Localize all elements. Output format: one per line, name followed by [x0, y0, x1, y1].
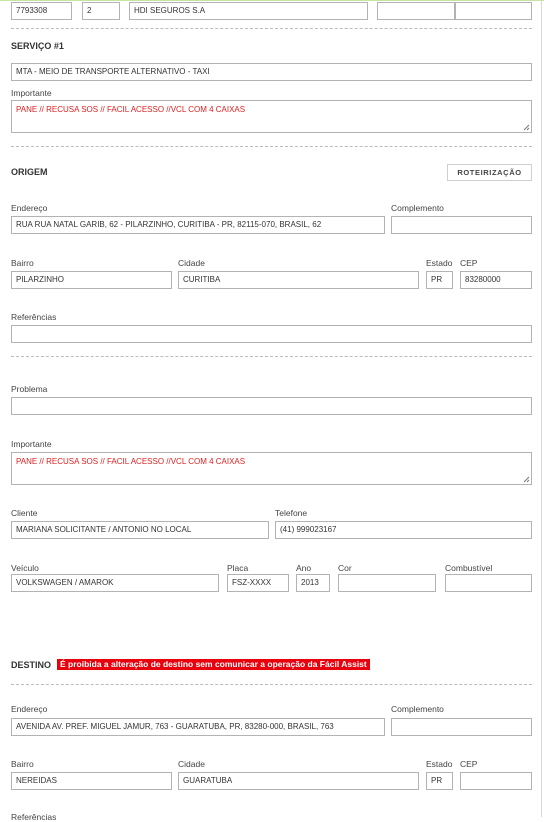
- origin-state-field[interactable]: PR: [426, 271, 453, 289]
- origin-state-label: Estado: [426, 258, 453, 268]
- origin-complement-label: Complemento: [391, 203, 444, 213]
- divider: [11, 684, 532, 685]
- origin-city-field[interactable]: CURITIBA: [178, 271, 419, 289]
- header-extra-field-1[interactable]: [377, 2, 455, 20]
- right-border: [541, 0, 542, 817]
- color-label: Cor: [338, 563, 352, 573]
- destination-district-label: Bairro: [11, 759, 34, 769]
- origin-zip-label: CEP: [460, 258, 478, 268]
- origin-address-label: Endereço: [11, 203, 48, 213]
- top-border: [0, 0, 544, 1]
- problem-label: Problema: [11, 384, 48, 394]
- important-text: PANE // RECUSA SOS // FACIL ACESSO //VCL COM 4 CAIXAS: [16, 457, 246, 466]
- insurer-field[interactable]: HDI SEGUROS S.A: [129, 2, 368, 20]
- service-title: SERVIÇO #1: [11, 41, 64, 51]
- vehicle-field[interactable]: VOLKSWAGEN / AMAROK: [11, 574, 219, 592]
- year-label: Ano: [296, 563, 312, 573]
- divider: [11, 146, 532, 147]
- destination-complement-label: Complemento: [391, 704, 444, 714]
- destination-state-label: Estado: [426, 759, 453, 769]
- plate-label: Placa: [227, 563, 249, 573]
- origin-district-field[interactable]: PILARZINHO: [11, 271, 172, 289]
- vehicle-label: Veículo: [11, 563, 39, 573]
- service-type-field[interactable]: MTA - MEIO DE TRANSPORTE ALTERNATIVO - TAXI: [11, 63, 532, 81]
- destination-city-label: Cidade: [178, 759, 205, 769]
- policy-field[interactable]: 7793308: [11, 2, 72, 20]
- origin-district-label: Bairro: [11, 258, 34, 268]
- year-field[interactable]: 2013: [296, 574, 330, 592]
- problem-field[interactable]: [11, 397, 532, 415]
- destination-district-field[interactable]: NEREIDAS: [11, 772, 172, 790]
- important-label: Importante: [11, 439, 52, 449]
- destination-complement-field[interactable]: [391, 718, 532, 736]
- destination-zip-field[interactable]: [460, 772, 532, 790]
- plate-field[interactable]: FSZ-XXXX: [227, 574, 289, 592]
- destination-references-label: Referências: [11, 812, 57, 822]
- origin-address-field[interactable]: RUA RUA NATAL GARIB, 62 - PILARZINHO, CURITIBA - PR, 82115-070, BRASIL, 62: [11, 216, 385, 234]
- resize-handle-icon[interactable]: [522, 123, 530, 131]
- service-importante-text: PANE // RECUSA SOS // FACIL ACESSO //VCL COM 4 CAIXAS: [16, 105, 246, 114]
- destination-zip-label: CEP: [460, 759, 478, 769]
- divider: [11, 28, 532, 29]
- color-field[interactable]: [338, 574, 436, 592]
- phone-field[interactable]: (41) 999023167: [275, 521, 532, 539]
- origin-zip-field[interactable]: 83280000: [460, 271, 532, 289]
- origin-city-label: Cidade: [178, 258, 205, 268]
- origin-title: ORIGEM: [11, 167, 48, 177]
- destination-address-field[interactable]: AVENIDA AV. PREF. MIGUEL JAMUR, 763 - GUARATUBA, PR, 83280-000, BRASIL, 763: [11, 718, 385, 736]
- origin-complement-field[interactable]: [391, 216, 532, 234]
- service-importante-textarea[interactable]: [11, 100, 532, 133]
- destination-title: DESTINO: [11, 660, 52, 670]
- client-field[interactable]: MARIANA SOLICITANTE / ANTONIO NO LOCAL: [11, 521, 269, 539]
- destination-warning-badge: É proibida a alteração de destino sem comunicar a operação da Fácil Assist: [57, 659, 370, 670]
- divider: [11, 356, 532, 357]
- client-label: Cliente: [11, 508, 38, 518]
- important-textarea[interactable]: [11, 452, 532, 485]
- destination-address-label: Endereço: [11, 704, 48, 714]
- phone-label: Telefone: [275, 508, 308, 518]
- origin-references-field[interactable]: [11, 325, 532, 343]
- fuel-field[interactable]: [445, 574, 532, 592]
- routing-button[interactable]: ROTEIRIZAÇÃO: [447, 164, 532, 181]
- header-extra-field-2[interactable]: [455, 2, 532, 20]
- resize-handle-icon[interactable]: [522, 475, 530, 483]
- service-importante-label: Importante: [11, 88, 52, 98]
- destination-state-field[interactable]: PR: [426, 772, 453, 790]
- item-field[interactable]: 2: [82, 2, 120, 20]
- origin-references-label: Referências: [11, 312, 57, 322]
- fuel-label: Combustível: [445, 563, 493, 573]
- destination-city-field[interactable]: GUARATUBA: [178, 772, 419, 790]
